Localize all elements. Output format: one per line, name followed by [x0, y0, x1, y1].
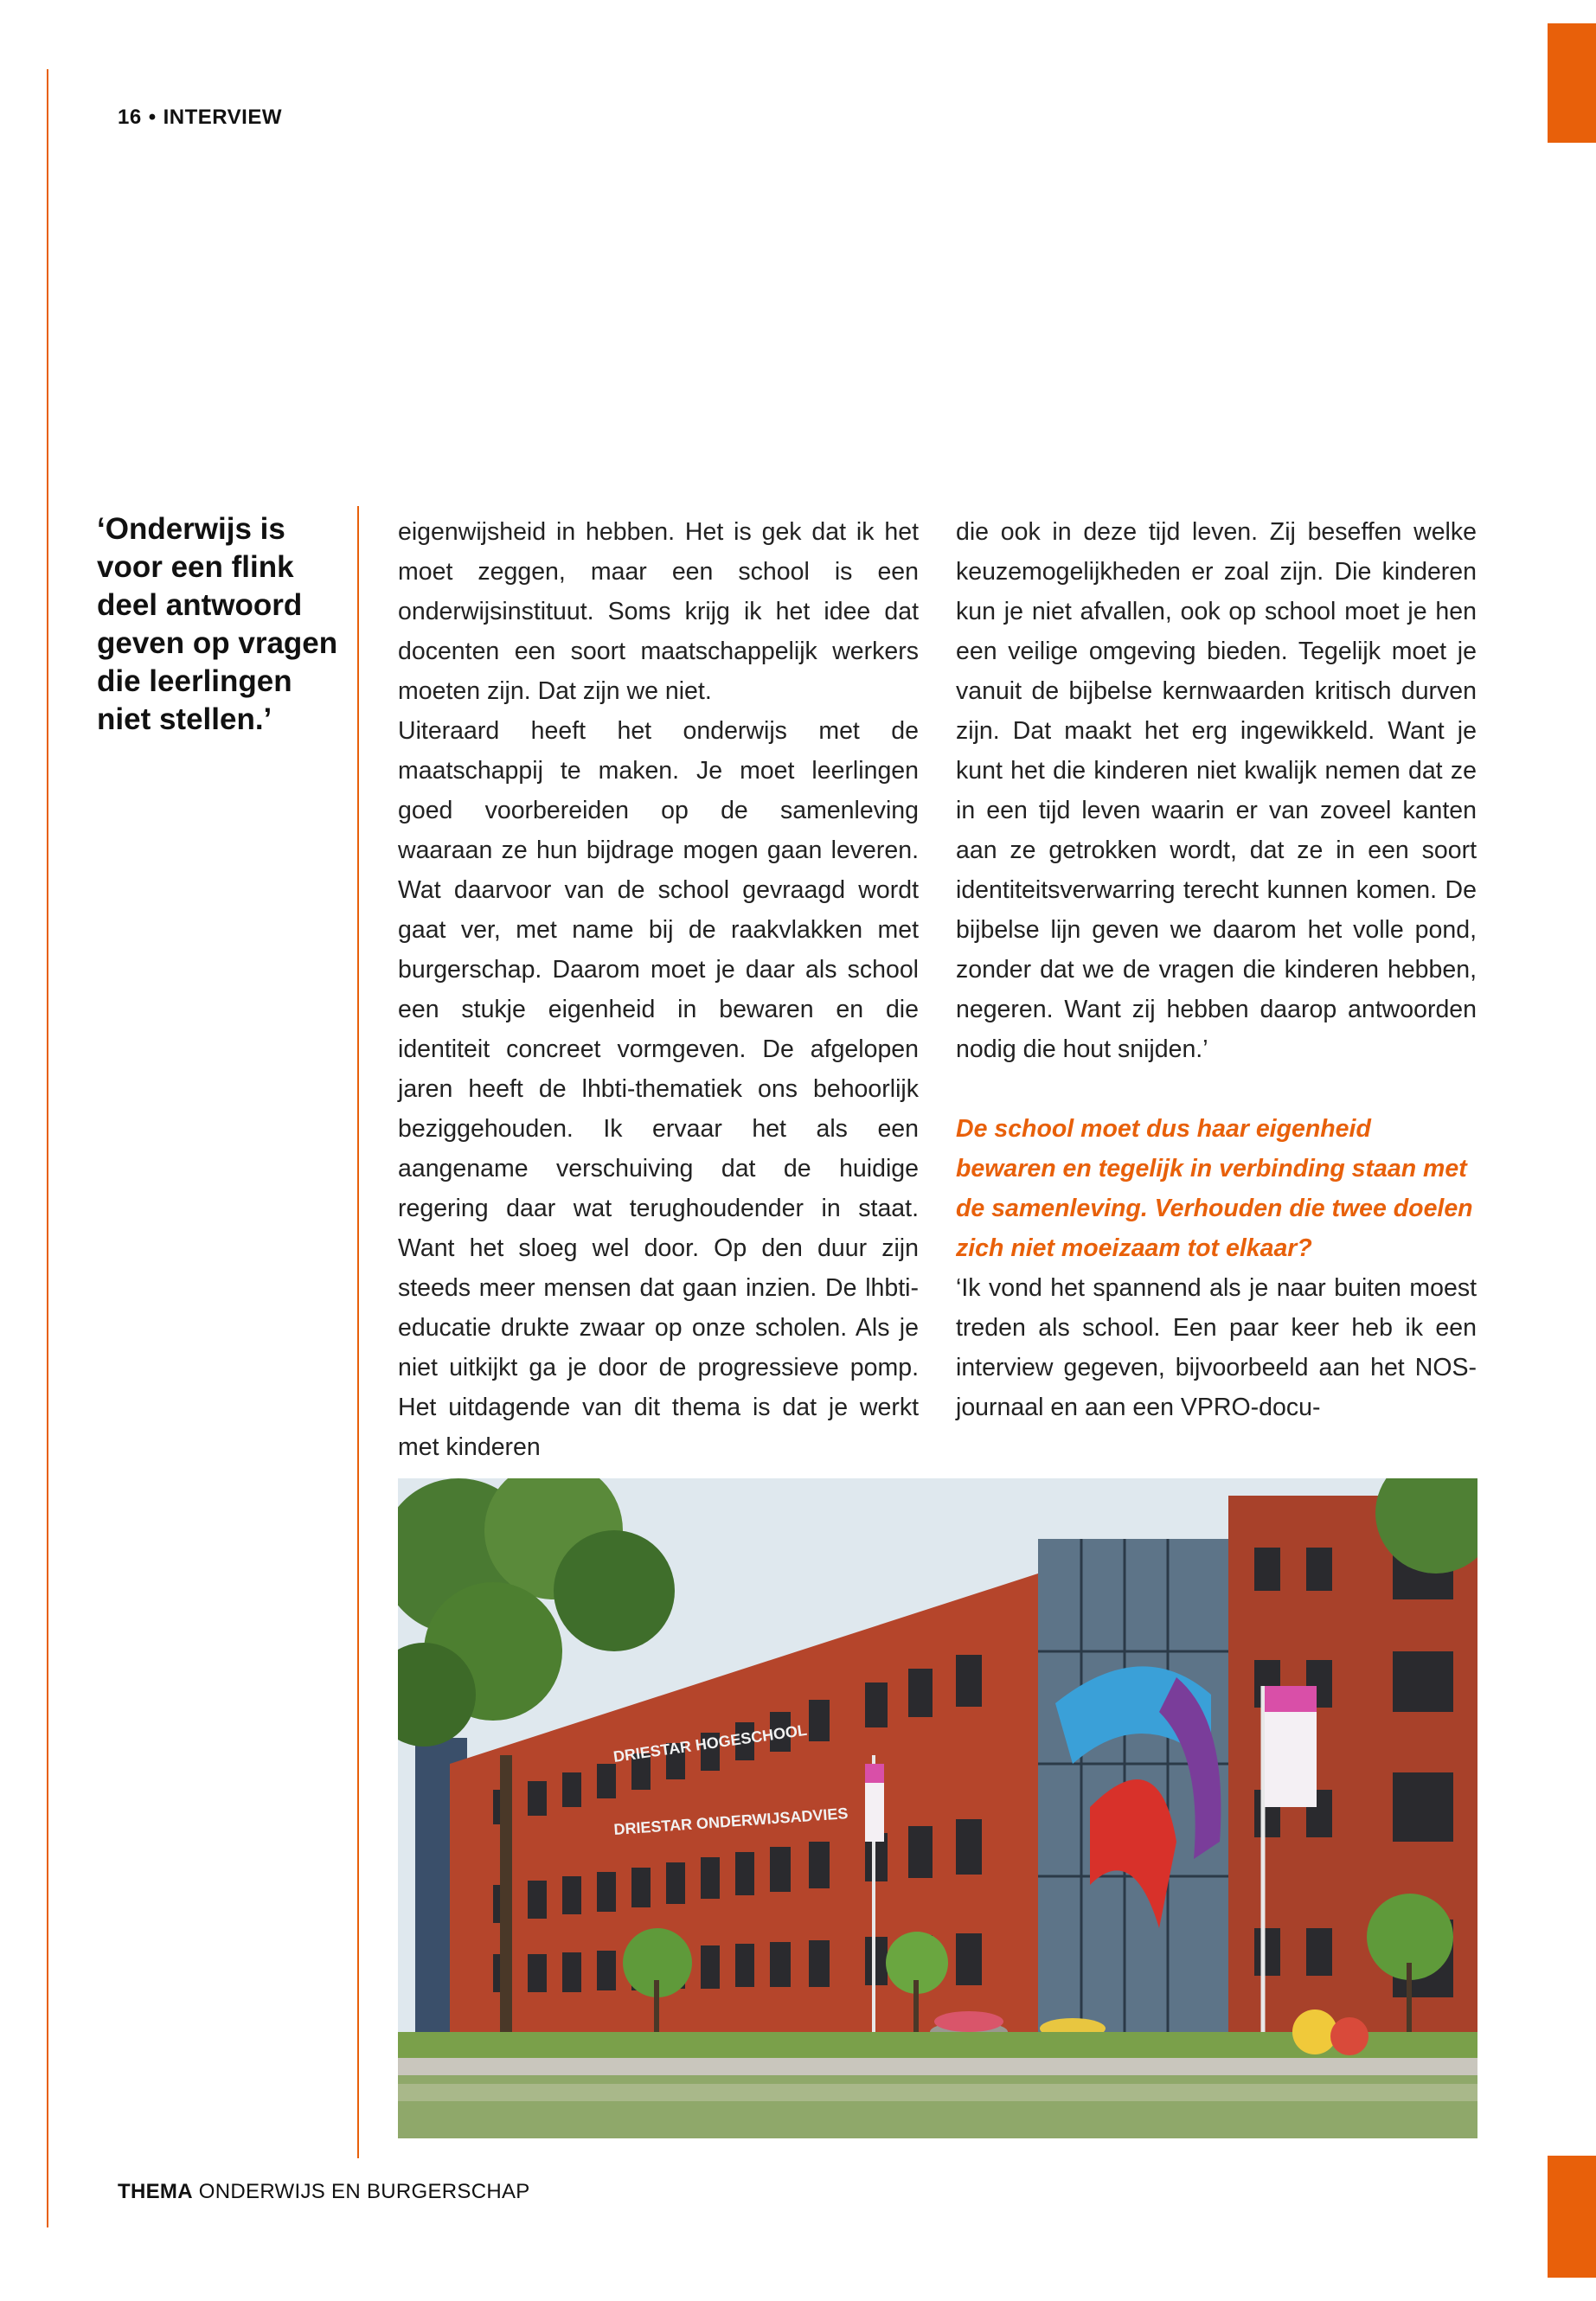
edge-tab-top [1548, 23, 1596, 143]
text-column-1 [398, 512, 919, 1467]
building-sign-onderwijsadvies: DRIESTAR ONDERWIJSADVIES [612, 1804, 849, 1838]
separator: • [148, 106, 157, 129]
running-head [118, 106, 282, 130]
interview-question: De school moet dus haar eigenheid bewaren en tegelijk in verbinding staan met de samenleving. Verhouden die twee doelen zich niet moeizaam tot elkaar? [956, 1115, 1473, 1262]
footer-theme [118, 2180, 530, 2204]
column-divider-rule [357, 506, 359, 2158]
paragraph: die ook in deze tijd leven. Zij beseffen welke keuzemogelijkheden er zoal zijn. Die kinderen kun je niet afvallen, ook op school moet je hen een veilige omgeving bieden. Tegelijk moet je vanuit de bijbelse kernwaarden kritisch durven zijn. Dat maakt het erg ingewikkeld. Want je kunt het die kinderen niet kwalijk nemen dat ze in een tijd leven waarin er van zoveel kanten aan ze getrokken wordt, dat ze in een soort identiteitsverwarring terecht kunnen komen. De bijbelse lijn geven we daarom het volle pond, zonder dat we de vragen die kinderen hebben, negeren. Want zij hebben daarop antwoorden nodig die hout snijden.’ [956, 518, 1477, 1063]
footer-label: ONDERWIJS EN BURGERSCHAP [198, 2180, 530, 2203]
paragraph: eigenwijsheid in hebben. Het is gek dat ik het moet zeggen, maar een school is een onderwijsinstituut. Soms krijg ik het idee dat docenten een soort maatschappelijk werkers moeten zijn. Dat zijn we niet. [398, 518, 919, 705]
edge-tab-bottom [1548, 2156, 1596, 2278]
school-building-photo [398, 1478, 1477, 2138]
text-column-2 [956, 512, 1477, 1427]
building-sign-hogeschool: DRIESTAR HOGESCHOOL [612, 1721, 809, 1766]
paragraph: Uiteraard heeft het onderwijs met de maatschappij te maken. Je moet leerlingen goed voorbereiden op de samenleving waaraan ze hun bijdrage mogen gaan leveren. Wat daarvoor van de school gevraagd wordt gaat ver, met name bij de raakvlakken met burgerschap. Daarom moet je daar als school een stukje eigenheid in bewaren en die identiteit concreet vormgeven. De afgelopen jaren heeft de lhbti-thematiek ons behoorlijk beziggehouden. Ik ervaar het als een aangename verschuiving dat de huidige regering daar wat terughoudender in staat. Want het sloeg wel door. Op den duur zijn steeds meer mensen dat gaan inzien. De lhbti-educatie drukte zwaar op onze scholen. Als je niet uitkijkt ga je door de progressieve pomp. Het uitdagende van dit thema is dat je werkt met kinderen [398, 717, 919, 1461]
section-label: INTERVIEW [163, 106, 283, 129]
pull-quote: ‘Onderwijs is voor een flink deel antwoord geven op vragen die leerlingen niet stellen.’ [97, 512, 338, 736]
margin-rule [47, 69, 48, 2227]
paragraph: ‘Ik vond het spannend als je naar buiten moest treden als school. Een paar keer heb ik een interview gegeven, bijvoorbeeld aan het NOS-journaal en aan een VPRO-docu- [956, 1274, 1477, 1421]
footer-label-bold: THEMA [118, 2180, 193, 2203]
page-number: 16 [118, 106, 142, 129]
